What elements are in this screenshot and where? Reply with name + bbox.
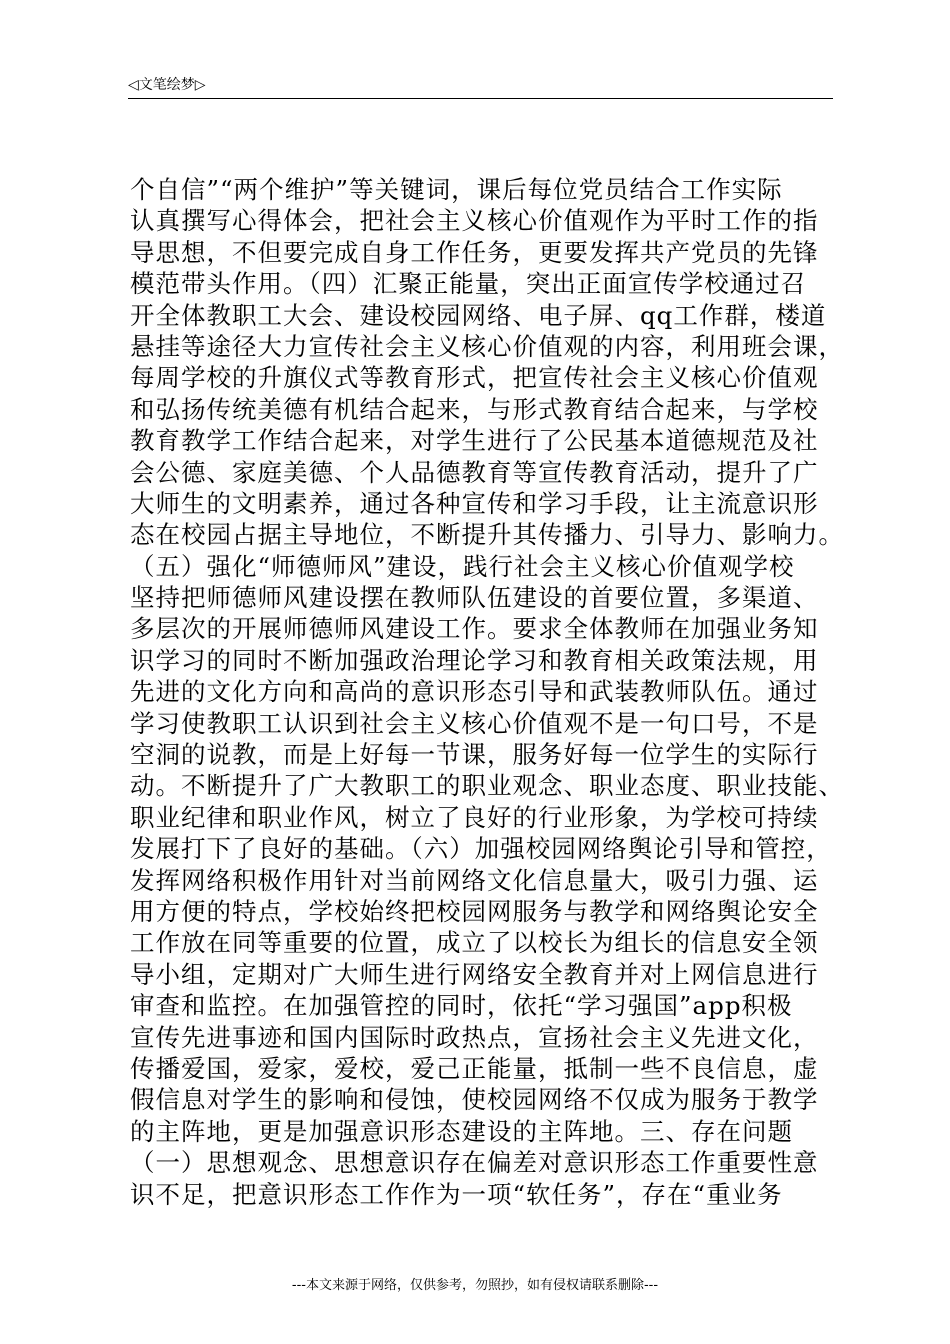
text-line: 和弘扬传统美德有机结合起来，与形式教育结合起来，与学校 — [130, 394, 819, 424]
text-line: 多层次的开展师德师风建设工作。要求全体教师在加强业务知 — [130, 614, 819, 644]
text-line: 假信息对学生的影响和侵蚀，使校园网络不仅成为服务于教学 — [130, 1085, 819, 1115]
header-logo-text: 文笔绘梦 — [138, 77, 195, 93]
text-line: 发挥网络积极作用针对当前网络文化信息量大，吸引力强、运 — [130, 865, 819, 895]
text-line: （五）强化“师德师风”建设，践行社会主义核心价值观学校 — [130, 551, 795, 581]
text-line: 会公德、家庭美德、个人品德教育等宣传教育活动，提升了广 — [130, 457, 819, 487]
text-line: 大师生的文明素养，通过各种宣传和学习手段，让主流意识形 — [130, 488, 819, 518]
text-line: 个自信”“两个维护”等关键词，课后每位党员结合工作实际 — [130, 175, 783, 204]
text-line: 职业纪律和职业作风，树立了良好的行业形象，为学校可持续 — [130, 802, 819, 832]
text-line: 发展打下了良好的基础。（六）加强校园网络舆论引导和管控， — [130, 834, 832, 864]
text-line: 审查和监控。在加强管控的同时，依托“学习强国”app积极 — [130, 991, 793, 1021]
text-line: 用方便的特点，学校始终把校园网服务与教学和网络舆论安全 — [130, 896, 819, 926]
text-line: 宣传先进事迹和国内国际时政热点，宣扬社会主义先进文化， — [130, 1022, 819, 1052]
text-line: 认真撰写心得体会，把社会主义核心价值观作为平时工作的指 — [130, 206, 819, 236]
text-line: 的主阵地，更是加强意识形态建设的主阵地。三、存在问题 — [130, 1116, 793, 1146]
text-line: 先进的文化方向和高尚的意识形态引导和武装教师队伍。通过 — [130, 677, 819, 707]
text-line: 悬挂等途径大力宣传社会主义核心价值观的内容，利用班会课， — [130, 331, 844, 361]
text-line: 传播爱国，爱家，爱校，爱己正能量，抵制一些不良信息，虚 — [130, 1053, 819, 1083]
text-line: 识不足，把意识形态工作作为一项“软任务”，存在“重业务 — [130, 1179, 783, 1209]
text-line: 空洞的说教，而是上好每一节课，服务好每一位学生的实际行 — [130, 740, 819, 770]
text-line: 教育教学工作结合起来，对学生进行了公民基本道德规范及社 — [130, 426, 819, 456]
text-line: 导思想，不但要完成自身工作任务，更要发挥共产党员的先锋 — [130, 237, 819, 267]
text-line: 识学习的同时不断加强政治理论学习和教育相关政策法规，用 — [130, 645, 819, 675]
page-footer: ---本文来源于网络，仅供参考，勿照抄，如有侵权请联系删除--- — [291, 1278, 659, 1293]
text-line: 开全体教职工大会、建设校园网络、电子屏、qq工作群，楼道 — [130, 300, 827, 330]
document-body — [130, 174, 842, 1210]
text-line: （一）思想观念、思想意识存在偏差对意识形态工作重要性意 — [130, 1148, 819, 1178]
text-line: 坚持把师德师风建设摆在教师队伍建设的首要位置，多渠道、 — [130, 583, 819, 613]
page-header — [128, 70, 833, 99]
text-line: 模范带头作用。（四）汇聚正能量，突出正面宣传学校通过召 — [130, 269, 807, 299]
text-line: 每周学校的升旗仪式等教育形式，把宣传社会主义核心价值观 — [130, 363, 819, 393]
text-line: 态在校园占据主导地位，不断提升其传播力、引导力、影响力。 — [130, 520, 844, 550]
right-triangle-icon: ▷ — [194, 77, 206, 93]
text-line: 导小组，定期对广大师生进行网络安全教育并对上网信息进行 — [130, 959, 819, 989]
header-logo — [128, 76, 206, 94]
text-line: 学习使教职工认识到社会主义核心价值观不是一句口号，不是 — [130, 708, 819, 738]
text-line: 工作放在同等重要的位置，成立了以校长为组长的信息安全领 — [130, 928, 819, 958]
left-triangle-icon: ◁ — [128, 77, 139, 93]
text-line: 动。不断提升了广大教职工的职业观念、职业态度、职业技能、 — [130, 771, 844, 801]
